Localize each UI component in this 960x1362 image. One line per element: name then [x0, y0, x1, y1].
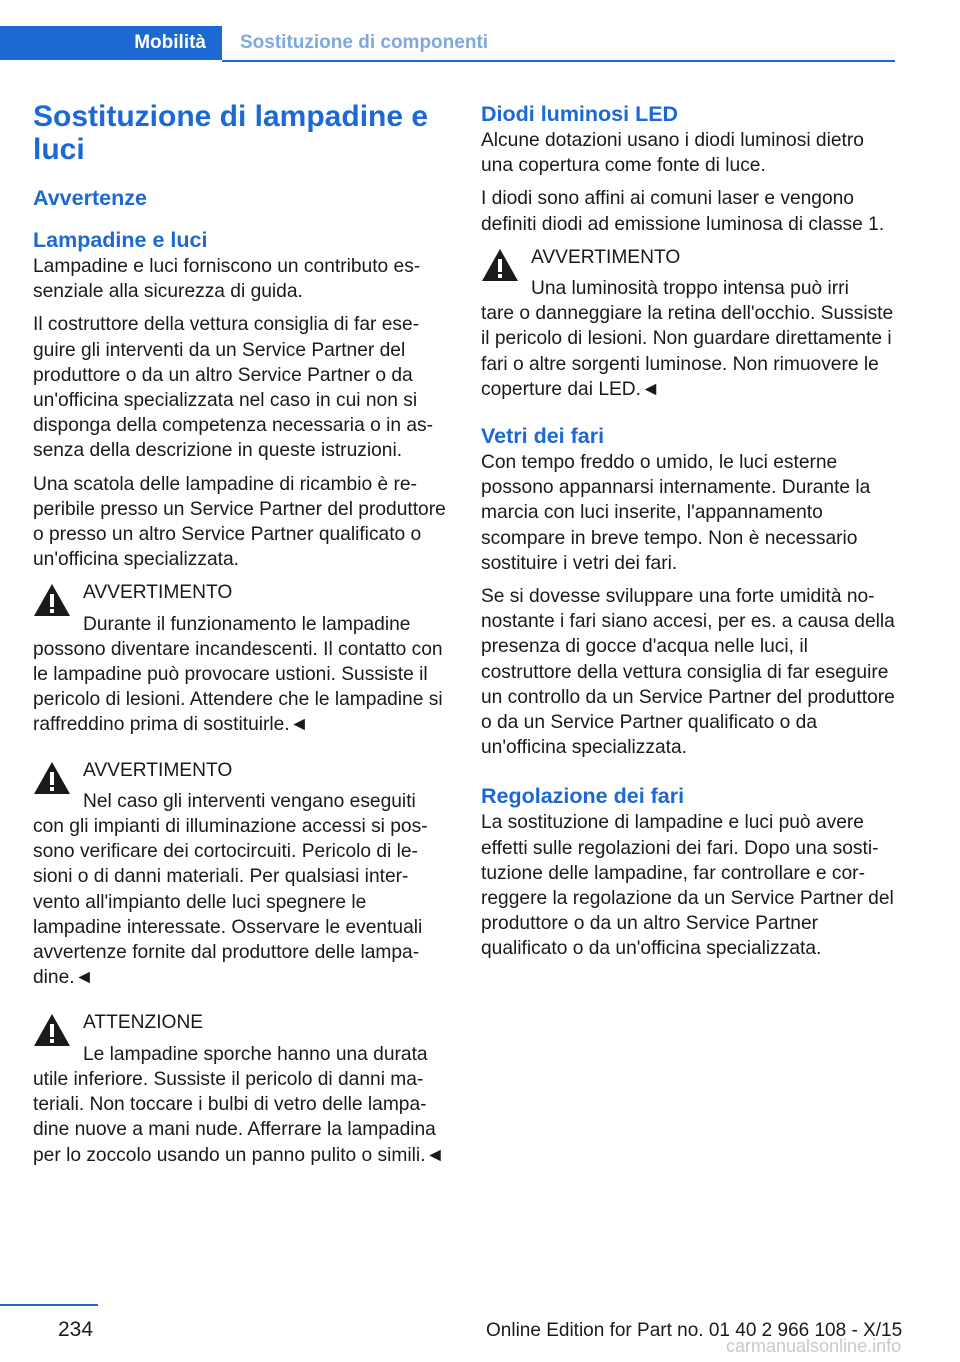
- paragraph: La sostituzione di lampadine e luci può avere effetti sulle regolazioni dei fari. Dopo una sostituzione delle lampadine, far controllare e correggere la regolazione da un Service Partner del produttore o da un altro Service Partner qualificato o da un'officina specializzata.: [481, 812, 894, 960]
- warning-block: [33, 580, 448, 737]
- warning-lead: Nel caso gli interventi vengano eseguiti: [83, 790, 416, 812]
- header-divider: [222, 60, 895, 62]
- warning-triangle-icon: [481, 247, 519, 283]
- watermark: carmanualsonline.info: [726, 1336, 902, 1356]
- warning-label: AVVERTIMENTO: [83, 582, 233, 604]
- topic-tab-label: Sostituzione di componenti: [240, 32, 489, 53]
- right-column: [481, 100, 896, 970]
- warning-block: [33, 758, 448, 991]
- heading-lamps: Lampadine e luci: [33, 228, 208, 252]
- section-subtitle: Avvertenze: [33, 186, 147, 210]
- warning-block: [481, 245, 896, 402]
- paragraph: Lampadine e luci forniscono un contributo essenziale alla sicurezza di guida.: [33, 256, 421, 303]
- left-column: [33, 100, 448, 1188]
- paragraph: Se si dovesse sviluppare una forte umidità nonostante i fari siano accesi, per es. a causa della presenza di gocce d'acqua nelle luci, il costruttore della vettura consiglia di far eseguire un controllo da un Service Partner del produttore o da un Service Partner qualificato o da un'officina specializzata.: [481, 586, 895, 759]
- heading-headlight-adjustment: Regolazione dei fari: [481, 784, 685, 809]
- warning-text: [33, 612, 448, 738]
- warning-label: AVVERTIMENTO: [531, 246, 681, 268]
- page-title: Sostituzione di lampadine e luci: [33, 100, 429, 166]
- page-number: 234: [58, 1318, 94, 1341]
- warning-label: AVVERTIMENTO: [83, 759, 233, 781]
- caution-body: utile inferiore. Sussiste il pericolo di danni materiali. Non toccare i bulbi di vetro delle lampadine nuove a mani nude. Afferrare la lampadina per lo zoccolo usando un panno pulito o simili.◄: [33, 1068, 445, 1166]
- warning-triangle-icon: [33, 760, 71, 796]
- page-header: [0, 26, 895, 62]
- section-tab-label: Mobilità: [134, 32, 206, 53]
- paragraph: I diodi sono affini ai comuni laser e vengono definiti diodi ad emissione luminosa di classe 1.: [481, 188, 885, 235]
- edition-note: Online Edition for Part no. 01 40 2 966 108 - X/15: [486, 1320, 903, 1341]
- paragraph: Una scatola delle lampadine di ricambio è reperibile presso un Service Partner del produttore o presso un altro Service Partner qualificato o un'officina specializzata.: [33, 473, 446, 571]
- warning-body: con gli impianti di illuminazione accessi si possono verificare dei cortocircuiti. Pericolo di lesioni o di danni materiali. Per qualsiasi intervento all'impianto delle luci spegnere le lampadine interessate. Osservare le eventuali avvertenze fornite dal produttore delle lampadine.◄: [33, 816, 428, 989]
- section-tab: [0, 26, 222, 60]
- caution-block: [33, 1010, 448, 1167]
- heading-headlight-glass: Vetri dei fari: [481, 424, 605, 449]
- warning-body: tare o danneggiare la retina dell'occhio. Sussiste il pericolo di lesioni. Non guardare direttamente i fari o altre sorgenti luminose. Non rimuovere le coperture dai LED.◄: [481, 303, 894, 400]
- warning-triangle-icon: [33, 582, 71, 618]
- paragraph: Alcune dotazioni usano i diodi luminosi dietro una copertura come fonte di luce.: [481, 130, 864, 177]
- paragraph: Con tempo freddo o umido, le luci esterne possono appannarsi internamente. Durante la marcia con luci inserite, l'appannamento scompare in breve tempo. Non è necessario sostituire i vetri dei fari.: [481, 452, 871, 574]
- paragraph: Il costruttore della vettura consiglia di far eseguire gli interventi da un Service Partner del produttore o da un altro Service Partner o da un'officina specializzata nel caso in cui non si disponga della competenza necessaria o in assenza della descrizione in queste istruzioni.: [33, 314, 433, 462]
- heading-led: Diodi luminosi LED: [481, 102, 679, 126]
- topic-tab: [240, 26, 488, 60]
- warning-body: possono diventare incandescenti. Il contatto con le lampadine può provocare ustioni. Sussiste il pericolo di lesioni. Attendere che le lampadine si raffreddino prima di sostituirle.◄: [33, 638, 443, 736]
- caution-lead: Le lampadine sporche hanno una durata: [83, 1043, 428, 1065]
- caution-text: [33, 1042, 448, 1168]
- footer-divider: [0, 1304, 98, 1306]
- warning-lead: Durante il funzionamento le lampadine: [83, 613, 411, 635]
- warning-text: [33, 789, 448, 991]
- warning-triangle-icon: [33, 1012, 71, 1048]
- warning-lead: Una luminosità troppo intensa può irri: [531, 278, 849, 300]
- caution-label: ATTENZIONE: [83, 1012, 204, 1034]
- warning-text: [481, 276, 896, 402]
